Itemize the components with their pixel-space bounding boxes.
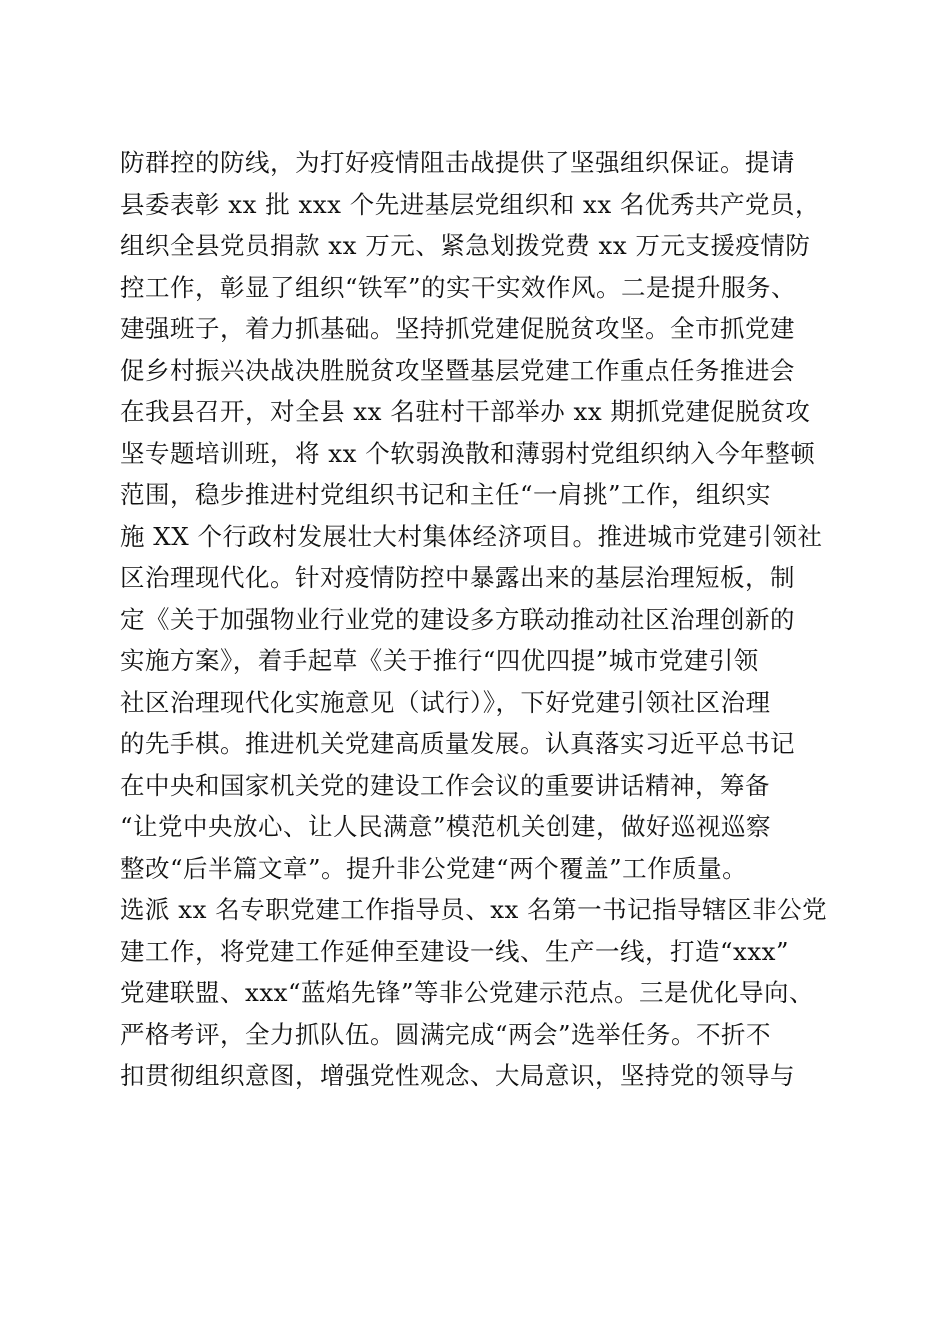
- text-line: 严格考评，全力抓队伍。圆满完成“两会”选举任务。不折不: [120, 1019, 772, 1049]
- text-line: 的先手棋。推进机关党建高质量发展。认真落实习近平总书记: [120, 729, 795, 758]
- text-line: 县委表彰 xx 批 xxx 个先进基层党组织和 xx 名优秀共产党员，: [120, 189, 820, 219]
- text-line: 建强班子，着力抓基础。坚持抓党建促脱贫攻坚。全市抓党建: [120, 314, 795, 343]
- text-line: 组织全县党员捐款 xx 万元、紧急划拨党费 xx 万元支援疫情防: [120, 231, 811, 260]
- text-line: 控工作，彰显了组织“铁军”的实干实效作风。二是提升服务、: [120, 272, 797, 302]
- text-line: 施 XX 个行政村发展壮大村集体经济项目。推进城市党建引领社: [120, 521, 823, 551]
- text-line: 定《关于加强物业行业党的建设多方联动推动社区治理创新的: [120, 604, 795, 634]
- text-line: 实施方案》，着手起草《关于推行“四优四提”城市党建引领: [120, 646, 759, 675]
- text-line: 扣贯彻组织意图，增强党性观念、大局意识，坚持党的领导与: [120, 1061, 795, 1090]
- text-line: 促乡村振兴决战决胜脱贫攻坚暨基层党建工作重点任务推进会: [120, 355, 795, 385]
- body-text: [120, 142, 840, 1097]
- text-line: 在我县召开，对全县 xx 名驻村干部举办 xx 期抓党建促脱贫攻: [120, 397, 811, 426]
- text-line: “让党中央放心、让人民满意”模范机关创建，做好巡视巡察: [120, 812, 772, 841]
- text-line: 范围，稳步推进村党组织书记和主任“一肩挑”工作，组织实: [120, 480, 772, 509]
- text-line: 社区治理现代化实施意见（试行）》，下好党建引领社区治理: [120, 687, 771, 717]
- text-line: 整改“后半篇文章”。提升非公党建“两个覆盖”工作质量。: [120, 853, 748, 883]
- text-line: 建工作，将党建工作延伸至建设一线、生产一线，打造“xxx”: [120, 936, 789, 966]
- text-line: 坚专题培训班，将 xx 个软弱涣散和薄弱村党组织纳入今年整顿: [120, 438, 816, 468]
- text-line: 在中央和国家机关党的建设工作会议的重要讲话精神，筹备: [120, 770, 770, 800]
- text-line: 选派 xx 名专职党建工作指导员、xx 名第一书记指导辖区非公党: [120, 895, 828, 924]
- text-line: 防群控的防线，为打好疫情阻击战提供了坚强组织保证。提请: [120, 148, 795, 177]
- text-line: 区治理现代化。针对疫情防控中暴露出来的基层治理短板，制: [120, 563, 795, 592]
- text-line: 党建联盟、xxx“蓝焰先锋”等非公党建示范点。三是优化导向、: [120, 978, 814, 1007]
